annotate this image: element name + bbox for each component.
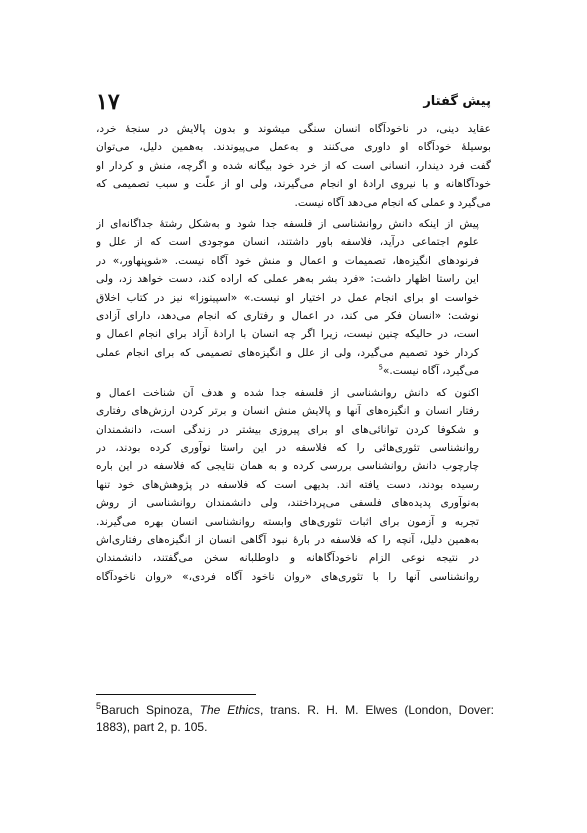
text-line: اکنون که دانش روانشناسی از فلسفه جدا شده و هدف آن شناخت اعمال و <box>96 386 479 399</box>
text-line: چارچوب دانش روانشناسی بررسی کرده و به همان نتایجی که فلاسفه در این باره <box>96 460 479 473</box>
footnote-book-title: The Ethics <box>199 703 260 717</box>
text-line: فرنودهای انگیزه‌ها، تصمیمات و اعمال و منش خود آگاه نیست. «شوپنهاور،» در <box>96 254 479 267</box>
footnote-details: , trans. R. H. M. Elwes (London, Dover: 1883), part 2, p. 105. <box>96 703 494 734</box>
paragraph-3 <box>96 384 491 586</box>
text-line: روانشناسی تئوری‌هائی را که فلاسفه در این راستا نوآوری کرده بودند، در <box>96 441 479 454</box>
text-line: رفتار انسان و انگیزه‌های آنها و پالایش منش انسان و برتر کردن ارزش‌های رفتاری <box>96 405 479 418</box>
text-line: کردار خود تصمیم می‌گیرد، ولی از علل و انگیزه‌های تصمیمی که برای انجام عملی <box>96 346 479 359</box>
page-header <box>96 88 491 116</box>
text-line: گفت فرد دیندار، انسانی است که از خرد خود بیگانه شده و اگرچه، منش و کردار او <box>96 159 491 172</box>
text-line: است، در حالیکه چنین نیست، زیرا اگر چه انسان با ارادهٔ آزاد برای انجام اعمال و <box>96 328 479 341</box>
text-line: بوسیلهٔ خودآگاه او داوری می‌کنند و به‌عمل می‌پیوندند. به‌همین دلیل، می‌توان <box>96 141 491 154</box>
text-line: خودآگاهانه و با نیروی ارادهٔ او انجام می‌گیرند، ولی او از علّت و سبب تصمیمی که <box>96 178 491 191</box>
text-line: روانشناسی آنها را با تئوری‌های «روان ناخود آگاه فردی،» «روان ناخودآگاه <box>96 570 479 583</box>
text-line-with-footnote <box>96 362 491 380</box>
text-line: در نتیجه نوعی الزام ناخودآگاهانه و داوطلبانه سخن می‌گفتند، دانشمندان <box>96 552 479 565</box>
footnote-divider <box>96 694 256 695</box>
text-line: می‌گیرد و عملی که انجام می‌دهد آگاه نیست. <box>294 196 491 209</box>
text-line: این راستا اظهار داشت: «فرد بشر به‌هر عملی که اراده کند، دست خواهد زد، ولی <box>96 273 479 286</box>
running-title: پیش گفتار <box>423 94 491 109</box>
footnote-number: 5 <box>96 701 102 711</box>
paragraph-1 <box>96 120 491 212</box>
text-line: و شکوفا کردن توانائی‌های او برای پیروزی بیشتر در زندگی است، دانشمندان <box>96 423 479 436</box>
page-number: ۱۷ <box>96 89 120 115</box>
paragraph-2 <box>96 215 491 381</box>
footnote-reference[interactable]: 5 <box>378 363 383 372</box>
text-line: به‌نوآوری پدیده‌های فلسفی می‌پرداختند، ولی دانشمندان روانشناسی از روش <box>96 497 479 510</box>
text-line: نوشت: «انسان فکر می کند، در اعمال و رفتاری که انجام می‌دهد، دارای آزادی <box>96 310 479 323</box>
text-line: تجربه و آزمون برای اثبات تئوری‌های وابسته روانشناسی انسان بهره می‌گیرند. <box>96 515 479 528</box>
body-text <box>96 120 491 589</box>
text-line: رسیده بودند، دست یافته اند. بدیهی است که فلاسفه در پژوهش‌های خود تنها <box>96 478 479 491</box>
text-line: به‌همین دلیل، آنچه را که فلاسفه در بارهٔ نبود آگاهی انسان از انگیزه‌های رفتاری‌اش <box>96 533 479 546</box>
text-line: می‌گیرد، آگاه نیست.» <box>382 365 479 378</box>
text-line: عقاید دینی، در ناخودآگاه انسان سنگی میشوند و بدون پالایش در سنجهٔ خرد، <box>96 123 491 135</box>
text-line: خواست او برای انجام عمل در اختیار او نیست.» «اسپینوزا» نیز در کتاب اخلاق <box>96 291 479 304</box>
footnote <box>96 702 494 736</box>
footnote-author: Baruch Spinoza, <box>101 703 200 717</box>
text-line: پیش از اینکه دانش روانشناسی از فلسفه جدا شود و به‌شکل رشتهٔ جداگانه‌ای از <box>96 218 479 231</box>
text-line: علوم اجتماعی درآید، فلاسفه باور داشتند، انسان موجودی است که از علل و <box>96 236 479 249</box>
